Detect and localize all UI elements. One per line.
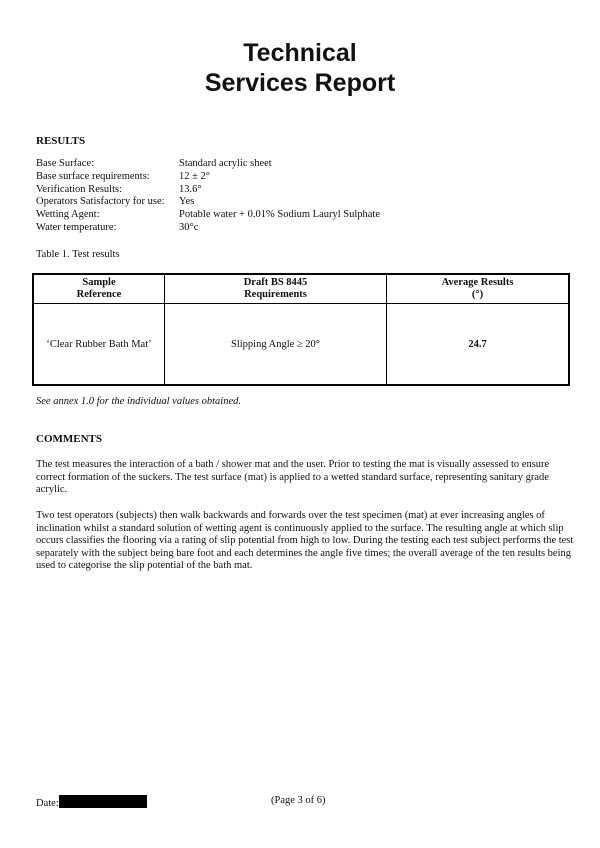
field-value: 12 ± 2° (179, 170, 210, 182)
field-row (36, 222, 380, 235)
table-row (33, 304, 569, 386)
header-sample-reference (33, 274, 165, 304)
field-value: Standard acrylic sheet (179, 158, 272, 169)
test-results-table (32, 273, 570, 386)
field-label: Base surface requirements: (36, 170, 150, 182)
header-line: Average Results (441, 277, 514, 288)
report-title (0, 38, 600, 98)
redaction-box (59, 795, 147, 808)
cell-requirement: Slipping Angle ≥ 20° (165, 304, 387, 386)
header-line: Draft BS 8445 (243, 277, 308, 288)
field-label: Water temperature: (36, 221, 117, 233)
header-line: Reference (76, 289, 122, 300)
field-label: Wetting Agent: (36, 209, 100, 221)
field-label: Operators Satisfactory for use: (36, 196, 165, 208)
field-row (36, 209, 380, 222)
title-line-1: Technical (243, 39, 357, 67)
field-label: Base Surface: (36, 158, 95, 169)
header-requirements (165, 274, 387, 304)
field-row (36, 184, 380, 197)
results-fields (36, 158, 380, 235)
annex-note: See annex 1.0 for the individual values obtained. (36, 396, 241, 407)
header-line: (°) (471, 289, 484, 300)
field-label: Verification Results: (36, 183, 123, 195)
footer-date (36, 795, 147, 809)
field-value: 30°c (179, 221, 199, 233)
field-row (36, 171, 380, 184)
date-label: Date: (36, 798, 59, 809)
comments-heading: COMMENTS (36, 433, 102, 445)
results-heading: RESULTS (36, 135, 86, 147)
field-row (36, 158, 380, 171)
header-line: Sample (82, 277, 116, 288)
field-value: 13.6° (179, 183, 202, 195)
field-value: Yes (179, 196, 195, 208)
cell-average-result: 24.7 (387, 304, 570, 386)
comments-paragraph-2: Two test operators (subjects) then walk backwards and forwards over the test specimen (mat) at ever increasing angles of inclination whilst a standard solution of wetting agent is continuously applied to the surface. The resulting angle at which slip occurs classifies the flooring via a rating of slip potential from high to low. During the testing each test subject performs the test separately with the subject being bare foot and each determines the angle five times; the overall average of the ten results being used to categorise the slip potential of the bath mat. (36, 510, 574, 572)
table-header-row (33, 274, 569, 304)
table-caption: Table 1. Test results (36, 249, 120, 260)
cell-sample: ‘Clear Rubber Bath Mat’ (33, 304, 165, 386)
field-value: Potable water + 0.01% Sodium Lauryl Sulphate (179, 209, 381, 221)
comments-paragraph-1: The test measures the interaction of a bath / shower mat and the user. Prior to testing the mat is visually assessed to ensure correct formation of the suckers. The test surface (mat) is applied to a wetted standard surface, representing sanitary grade acrylic. (36, 459, 550, 496)
header-average-results (387, 274, 570, 304)
field-row (36, 196, 380, 209)
header-line: Requirements (244, 289, 307, 300)
title-line-2: Services Report (204, 69, 396, 97)
page-number: (Page 3 of 6) (271, 795, 326, 806)
